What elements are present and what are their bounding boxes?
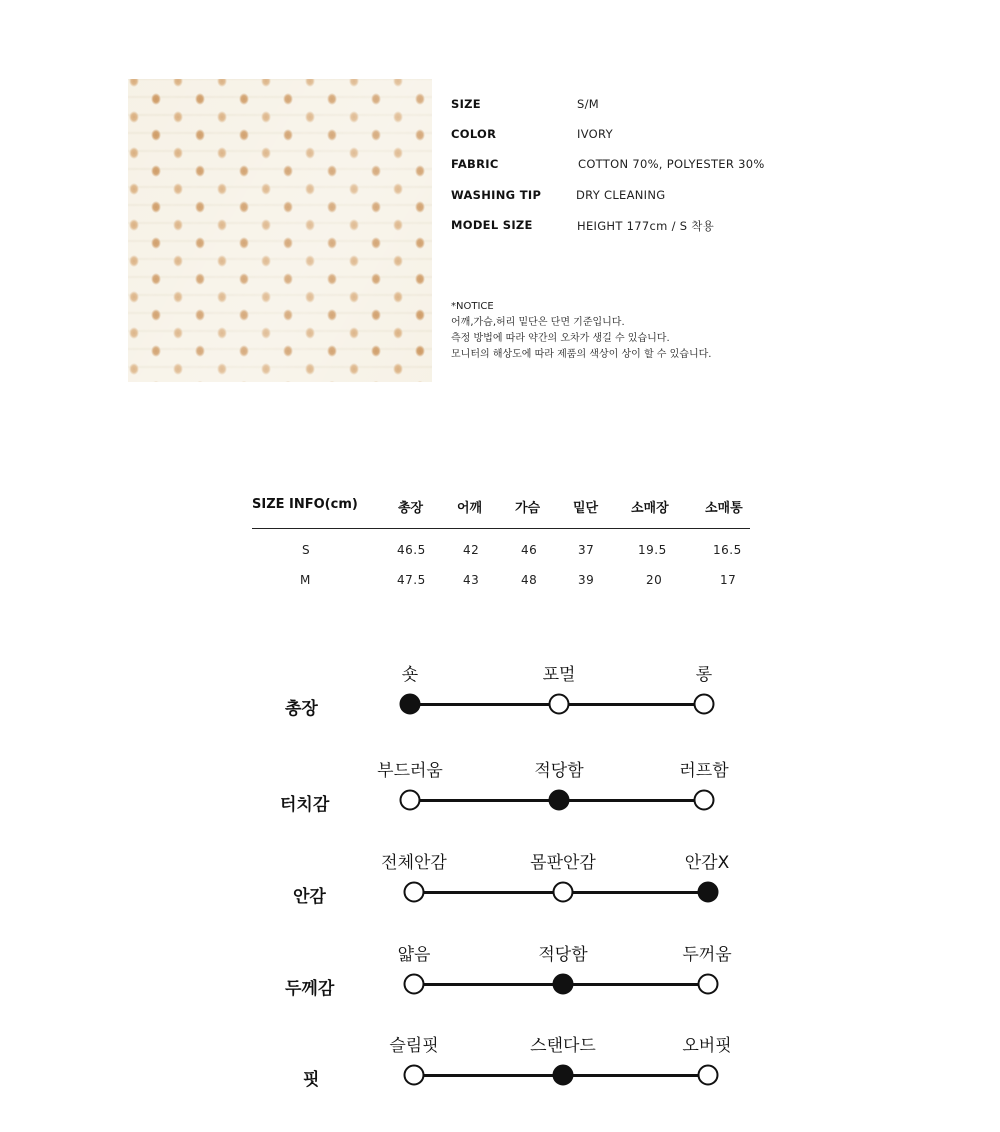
scale-option-label: 스탠다드	[530, 1036, 596, 1056]
column-header: 가슴	[515, 501, 541, 516]
spec-value: HEIGHT 177cm / S 착용	[577, 219, 715, 233]
scale-option-label: 적당함	[538, 945, 588, 965]
scale-option-label: 오버핏	[682, 1036, 732, 1056]
scale-dot	[694, 694, 715, 715]
notice-line: 어깨,가슴,허리 밑단은 단면 기준입니다.	[451, 317, 625, 328]
scale-option-label: 러프함	[679, 761, 729, 781]
spec-value: IVORY	[577, 127, 613, 141]
scale-option-label: 몸판안감	[530, 853, 596, 873]
column-header: 소매통	[705, 501, 743, 516]
notice-title: *NOTICE	[451, 301, 494, 312]
size-info-header-label: SIZE INFO(cm)	[252, 497, 358, 512]
table-cell: 39	[578, 573, 595, 587]
scale-option-label: 얇음	[397, 945, 431, 965]
scale-option-label: 두꺼움	[682, 945, 732, 965]
table-cell: S	[302, 543, 311, 557]
spec-label: MODEL SIZE	[451, 218, 533, 232]
scale-dot	[404, 1065, 425, 1086]
scale-option-label: 적당함	[534, 761, 584, 781]
table-cell: 20	[646, 573, 663, 587]
scale-dot	[400, 790, 421, 811]
notice-line: 모니터의 해상도에 따라 제품의 색상이 상이 할 수 있습니다.	[451, 349, 712, 360]
scale-dot	[553, 974, 574, 995]
scale-name: 두께감	[285, 979, 335, 999]
table-cell: 46.5	[397, 543, 426, 557]
scale-dot	[404, 882, 425, 903]
scale-dot	[549, 694, 570, 715]
scale-dot	[553, 882, 574, 903]
scale-option-label: 포멀	[542, 665, 576, 685]
table-cell: 16.5	[713, 543, 742, 557]
scale-dot	[694, 790, 715, 811]
scale-name: 총장	[285, 699, 318, 719]
scale-dot	[400, 694, 421, 715]
table-cell: M	[300, 573, 311, 587]
size-table-header	[252, 494, 750, 529]
scale-dot	[698, 974, 719, 995]
table-cell: 37	[578, 543, 595, 557]
scale-option-label: 숏	[401, 665, 419, 685]
scale-name: 핏	[303, 1070, 320, 1090]
table-cell: 17	[720, 573, 737, 587]
scale-name: 터치감	[280, 795, 330, 815]
column-header: 소매장	[631, 501, 669, 516]
scale-option-label: 슬림핏	[389, 1036, 439, 1056]
table-cell: 47.5	[397, 573, 426, 587]
table-cell: 19.5	[638, 543, 667, 557]
spec-value: COTTON 70%, POLYESTER 30%	[578, 157, 765, 171]
table-row	[252, 536, 750, 566]
table-cell: 46	[521, 543, 538, 557]
spec-label: FABRIC	[451, 157, 499, 171]
scale-dot	[404, 974, 425, 995]
scale-option-label: 부드러움	[377, 761, 443, 781]
notice-block	[451, 299, 711, 363]
table-row	[252, 566, 750, 596]
column-header: 밑단	[573, 501, 599, 516]
column-header: 어깨	[457, 501, 483, 516]
table-cell: 43	[463, 573, 480, 587]
notice-line: 측정 방법에 따라 약간의 오차가 생길 수 있습니다.	[451, 333, 670, 344]
scale-dot	[553, 1065, 574, 1086]
spec-label: SIZE	[451, 97, 481, 111]
spec-value: DRY CLEANING	[576, 188, 666, 202]
scale-dot	[549, 790, 570, 811]
spec-label: WASHING TIP	[451, 188, 542, 202]
scale-option-label: 전체안감	[381, 853, 447, 873]
scale-dot	[698, 882, 719, 903]
scale-option-label: 안감X	[684, 853, 730, 873]
table-cell: 48	[521, 573, 538, 587]
fabric-swatch-image	[128, 79, 432, 382]
table-cell: 42	[463, 543, 480, 557]
scale-dot	[698, 1065, 719, 1086]
size-info-table	[252, 494, 750, 596]
spec-value: S/M	[577, 97, 599, 111]
scale-name: 안감	[293, 887, 326, 907]
scale-option-label: 롱	[695, 665, 713, 685]
column-header: 총장	[398, 501, 424, 516]
spec-label: COLOR	[451, 127, 497, 141]
